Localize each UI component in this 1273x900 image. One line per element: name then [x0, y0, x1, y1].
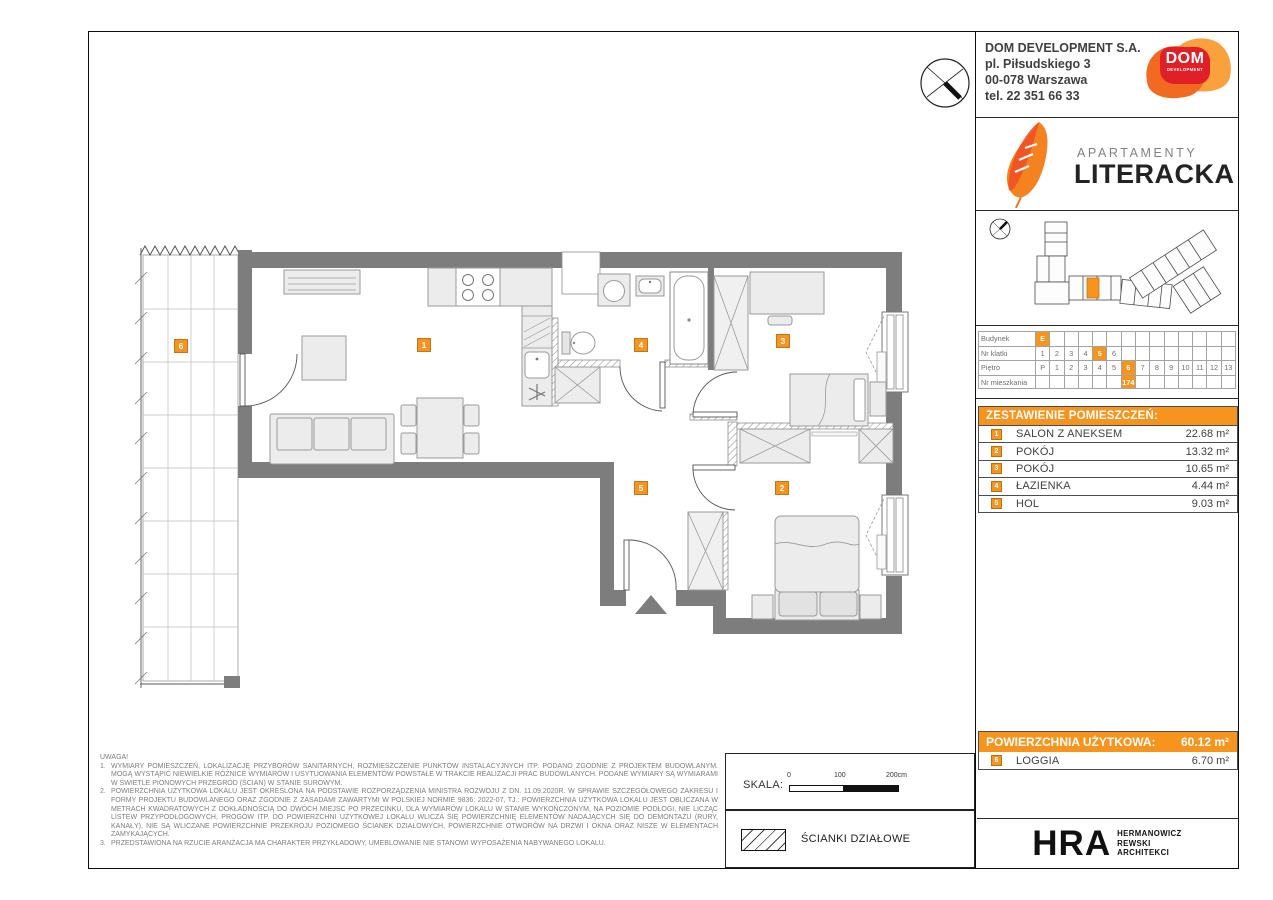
- loggia: [135, 246, 240, 688]
- room-number-chip: 1: [991, 429, 1002, 440]
- divider: [976, 117, 1238, 118]
- cell: 4: [1093, 360, 1107, 375]
- cell: [1036, 375, 1050, 390]
- note-item: [100, 788, 718, 840]
- cell: [1207, 331, 1221, 346]
- scale-bar-black-segment: [843, 786, 898, 791]
- note-text: POWIERZCHNIA UŻYTKOWA LOKALU JEST OKREŚLONA NA PODSTAWIE ROZPORZĄDZENIA MINISTRA ROZWOJU Z DN. 11.09.2020R. W SPRAWIE SZCZEGÓŁOWEGO ZAKRESU I FORMY PROJEKTU BUDOWLANEGO ORAZ ZGODNIE Z ZASADAMI ZAWARTYMI W POLSKIEJ NORMIE 9836: 2022-07, TJ.: POWIERZCHNIA UŻYTKOWA LOKALU JEST OBLICZANA W METRACH KWADRATOWYCH Z DOKŁADNOŚCIĄ DO DWÓCH MIEJSC PO PRZECINKU, DLA WYMIARÓW LOKALU W STANIE WYKOŃCZONYM, NA POZIOMIE PODŁOGI, NIE LICZĄC LISTEW PRZYPODŁOGOWYCH, PROGÓW ITP. DO POWIERZCHNI UŻYTKOWEJ LOKALU WLICZA SIĘ POWIERZCHNIĘ ELEMENTÓW NADAJĄCYCH SIĘ DO DEMONTAŻU (RURY, KANAŁY), NIE SĄ WLICZANE POWIERZCHNIE PRZEKROJU POZIOMEGO ŚCIANEK DZIAŁOWYCH, POWIERZCHNIE OTWORÓW NA DRZWI I OKNA ORAZ NISZE W ELEMENTACH ZAMYKAJĄCYCH.: [111, 788, 718, 839]
- room-area: 4.44 m²: [1191, 480, 1229, 493]
- cell: [1065, 331, 1079, 346]
- note-item: [100, 763, 718, 789]
- architect-logo: HRA: [1032, 824, 1112, 863]
- room-name: HOL: [1016, 497, 1040, 510]
- site-plan-thumbnail: [983, 214, 1233, 325]
- cell: 174: [1122, 375, 1136, 390]
- scale-tick-200: 200cm: [886, 772, 908, 779]
- divider: [976, 398, 1238, 399]
- developer-phone: tel. 22 351 66 33: [985, 89, 1080, 103]
- cell: E: [1036, 331, 1050, 346]
- brand-line1: APARTAMENTY: [1077, 146, 1198, 160]
- cell: 2: [1065, 360, 1079, 375]
- cell: [1122, 346, 1136, 361]
- row-label: Nr klatki: [978, 346, 1036, 361]
- room-badge-hol: 5: [634, 481, 648, 495]
- room-schedule-title: ZESTAWIENIE POMIESZCZEŃ:: [979, 407, 1237, 425]
- architect-name: [1117, 829, 1182, 858]
- cell: [1193, 331, 1207, 346]
- architect-line: HERMANOWICZ: [1117, 829, 1182, 839]
- room-area: 9.03 m²: [1191, 497, 1229, 510]
- cell: 12: [1207, 360, 1221, 375]
- room-row: [979, 495, 1237, 512]
- room-badge-lazienka: 4: [634, 338, 648, 352]
- room-row: [979, 442, 1237, 459]
- usable-area-label: POWIERZCHNIA UŻYTKOWA:: [986, 735, 1156, 749]
- row-label: Piętro: [978, 360, 1036, 375]
- kitchen: [428, 268, 552, 406]
- floor-plan-svg: [130, 240, 920, 700]
- legend-label: ŚCIANKI DZIAŁOWE: [801, 833, 911, 845]
- table-row-budynek: [978, 331, 1236, 346]
- cell: [1136, 346, 1150, 361]
- table-row-pietro: [978, 360, 1236, 375]
- cell: [1165, 331, 1179, 346]
- table-row-klatka: [978, 346, 1236, 361]
- room-number-chip: 6: [991, 755, 1002, 766]
- notes-title: UWAGA!: [100, 754, 129, 761]
- radiator: [877, 352, 886, 386]
- room-area: 13.32 m²: [1185, 445, 1229, 458]
- developer-info: [985, 40, 1141, 104]
- window-room2: [866, 495, 908, 575]
- scale-label: SKALA:: [743, 779, 784, 791]
- cell: [1150, 331, 1164, 346]
- cell: 8: [1150, 360, 1164, 375]
- scale-box: [725, 753, 975, 810]
- cell: P: [1036, 360, 1050, 375]
- cell: 6: [1122, 360, 1136, 375]
- row-label: Nr mieszkania: [978, 375, 1036, 390]
- room-name: ŁAZIENKA: [1016, 480, 1071, 493]
- loggia-row: [979, 752, 1237, 769]
- cell: 3: [1065, 346, 1079, 361]
- cell: 6: [1107, 346, 1121, 361]
- room-number-chip: 2: [991, 446, 1002, 457]
- room-row: [979, 477, 1237, 494]
- room-badge-pokoj2: 2: [775, 481, 789, 495]
- architect-line: REWSKI: [1117, 838, 1151, 848]
- feather-icon: [995, 120, 1067, 213]
- north-arrow-icon: [918, 56, 972, 115]
- note-number: 3.: [100, 839, 106, 847]
- architect-line: ARCHITEKCI: [1117, 848, 1170, 858]
- cell: 5: [1107, 360, 1121, 375]
- cell: 10: [1179, 360, 1193, 375]
- developer-city: 00-078 Warszawa: [985, 73, 1088, 87]
- note-number: 2.: [100, 788, 106, 796]
- cell: [1222, 331, 1236, 346]
- cell: 13: [1222, 360, 1236, 375]
- cell: 1: [1036, 346, 1050, 361]
- cell: [1222, 346, 1236, 361]
- cell: [1179, 346, 1193, 361]
- cell: 2: [1050, 346, 1064, 361]
- room-name: POKÓJ: [1016, 445, 1055, 458]
- room2-furniture: [752, 516, 881, 620]
- cell: [1065, 375, 1079, 390]
- logo-core: [1160, 47, 1210, 84]
- cell: [1193, 346, 1207, 361]
- title-block-divider: [975, 31, 976, 869]
- floor-plan-drawing: [130, 240, 920, 700]
- legend-box: [725, 810, 975, 868]
- cell: [1122, 331, 1136, 346]
- cell: 1: [1050, 360, 1064, 375]
- cell: [1150, 375, 1164, 390]
- cell: [1165, 375, 1179, 390]
- cell: [1079, 331, 1093, 346]
- cell: [1179, 375, 1193, 390]
- partition-wall-hatch-swatch: [741, 829, 786, 851]
- notes-block: [100, 754, 718, 849]
- logo-text-main: DOM: [1165, 50, 1205, 67]
- cell: [1107, 331, 1121, 346]
- cell: 11: [1193, 360, 1207, 375]
- cell: 4: [1079, 346, 1093, 361]
- cell: [1150, 346, 1164, 361]
- room-number-chip: 5: [991, 498, 1002, 509]
- window-room3: [866, 312, 908, 392]
- room3-furniture: [714, 272, 886, 426]
- cell: [1222, 375, 1236, 390]
- usable-area-bar: [979, 732, 1237, 752]
- cell: 7: [1136, 360, 1150, 375]
- unit-info-table: [978, 331, 1236, 389]
- usable-area-value: 60.12 m²: [1180, 735, 1229, 749]
- room-name: LOGGIA: [1016, 754, 1060, 767]
- room-schedule: [978, 406, 1238, 513]
- cell: [1179, 331, 1193, 346]
- cell: [1050, 375, 1064, 390]
- cell: [1079, 375, 1093, 390]
- room-badge-pokoj3: 3: [776, 334, 790, 348]
- row-label: Budynek: [978, 331, 1036, 346]
- divider: [976, 325, 1238, 326]
- room-area: 22.68 m²: [1185, 428, 1229, 441]
- room-row: [979, 460, 1237, 477]
- room-name: SALON Z ANEKSEM: [1016, 428, 1123, 441]
- dom-development-logo: [1146, 36, 1236, 106]
- shaft: [562, 252, 600, 294]
- cell: [1136, 331, 1150, 346]
- room-number-chip: 4: [991, 481, 1002, 492]
- site-north-arrow-icon: [990, 219, 1010, 239]
- cell: [1165, 346, 1179, 361]
- cell: [1207, 375, 1221, 390]
- cell: 5: [1093, 346, 1107, 361]
- note-number: 1.: [100, 762, 106, 770]
- cell: [1050, 331, 1064, 346]
- cell: [1093, 331, 1107, 346]
- scale-tick-100: 100: [834, 772, 846, 779]
- room-name: POKÓJ: [1016, 462, 1055, 475]
- cell: [1093, 375, 1107, 390]
- logo-text-sub: DEVELOPMENT: [1166, 67, 1204, 72]
- cell: 9: [1165, 360, 1179, 375]
- note-text: WYMIARY POMIESZCZEŃ, LOKALIZACJĘ PRZYBORÓW SANITARNYCH, ROZMIESZCZENIE PUNKTÓW INSTALACYJNYCH ITP. PODANO ZGODNIE Z PROJEKTEM BUDOWLANYM. MOGĄ WYSTĄPIĆ NIEWIELKIE RÓŻNICE WYMIARÓW I USYTUOWANIA ELEMENTÓW POWSTAŁE W TRAKCIE REALIZACJI PRAC BUDOWLANYCH. PODANE WYMIARY SĄ WYMIARAMI W ŚWIETLE PIONOWYCH PRZEGRÓD (ŚCIAN) W STANIE SUROWYM.: [111, 762, 718, 787]
- room-badge-salon: 1: [417, 338, 431, 352]
- room-number-chip: 3: [991, 463, 1002, 474]
- room-row: [979, 425, 1237, 442]
- brand-line2: LITERACKA: [1074, 159, 1235, 189]
- cell: [1136, 375, 1150, 390]
- note-text: PRZEDSTAWIONA NA RZUCIE ARANŻACJA MA CHARAKTER PRZYKŁADOWY, UMEBLOWANIE NIE STANOWI WYPOSAŻENIA NABYWANEGO LOKALU.: [111, 839, 606, 847]
- cell: 3: [1079, 360, 1093, 375]
- cell: [1193, 375, 1207, 390]
- entrance-arrow: [635, 595, 667, 614]
- radiator: [877, 535, 886, 569]
- note-item: [100, 840, 718, 849]
- table-row-mieszkanie: [978, 375, 1236, 390]
- developer-street: pl. Piłsudskiego 3: [985, 57, 1091, 71]
- scale-tick-0: 0: [787, 772, 791, 779]
- unit-location-marker: [1087, 278, 1099, 298]
- usable-area-summary: [978, 731, 1238, 770]
- cell: [1107, 375, 1121, 390]
- room-area: 6.70 m²: [1191, 754, 1229, 767]
- room-area: 10.65 m²: [1185, 462, 1229, 475]
- room-badge-loggia: 6: [174, 339, 188, 353]
- architect-block: [977, 818, 1238, 868]
- cell: [1207, 346, 1221, 361]
- developer-name: DOM DEVELOPMENT S.A.: [985, 41, 1141, 55]
- scale-bar: [789, 785, 899, 792]
